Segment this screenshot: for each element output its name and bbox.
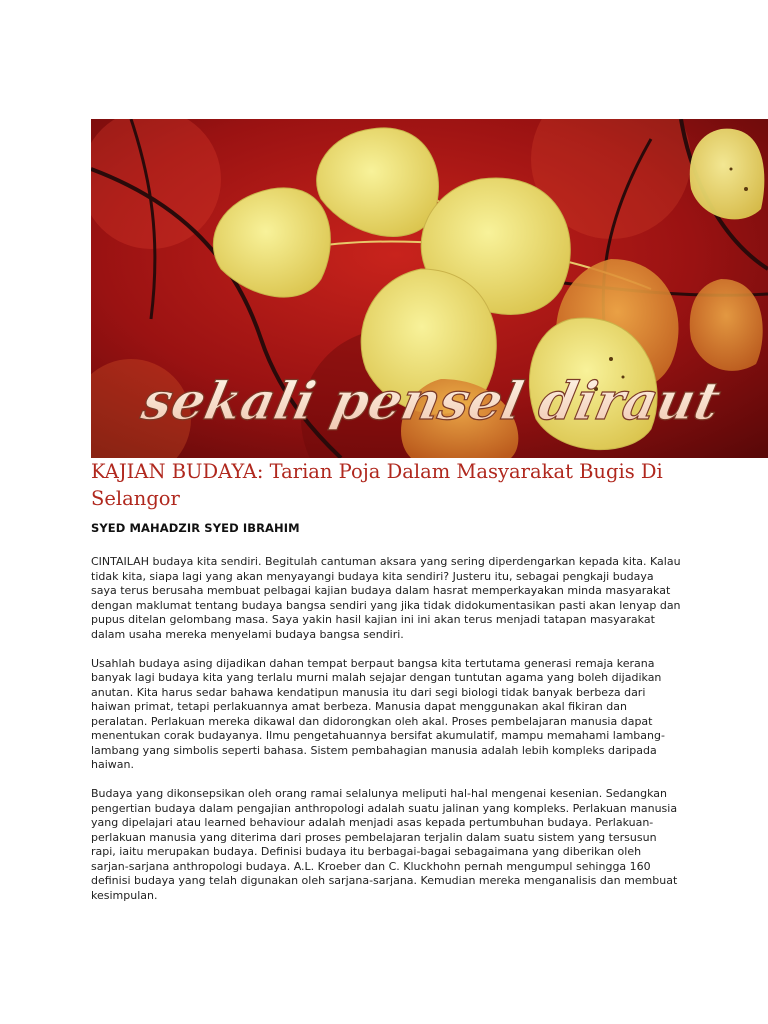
article-title: KAJIAN BUDAYA: Tarian Poja Dalam Masyarakat Bugis Di Selangor bbox=[91, 460, 663, 510]
article-body bbox=[91, 555, 681, 918]
paragraph: Budaya yang dikonsepsikan oleh orang ramai selalunya meliputi hal-hal mengenai kesenian. Sedangkan pengertian budaya dalam pengajian anthropologi adalah suatu jalinan yang kompleks. Perlakuan manusia yang dipelajari atau learned behaviour adalah menjadi asas kepada pertumbuhan budaya. Perlakuan-perlakuan manusia yang diterima dari proses pembelajaran terjalin dalam suatu sistem yang tersusun rapi, iaitu merupakan budaya. Definisi budaya itu berbagai-bagai sebagaimana yang diberikan oleh sarjan-sarjana anthropologi budaya. A.L. Kroeber dan C. Kluckhohn pernah mengumpul sehingga 160 definisi budaya yang telah digunakan oleh sarjana-sarjana. Kemudian mereka menganalisis dan membuat kesimpulan. bbox=[91, 787, 678, 902]
paragraph: Usahlah budaya asing dijadikan dahan tempat berpaut bangsa kita tertutama generasi remaja kerana banyak lagi budaya kita yang terlalu murni malah sejajar dengan tuntutan agama yang boleh dijadikan anutan. Kita harus sedar bahawa kendatipun manusia itu dari segi biologi tidak banyak berbeza dari haiwan primat, tetapi perlakuannya amat berbeza. Manusia dapat menggunakan akal fikiran dan peralatan. Perlakuan mereka dikawal dan didorongkan oleh akal. Proses pembelajaran manusia dapat menentukan corak budayanya. Ilmu pengetahuannya bersifat akumulatif, mampu memahami lambang-lambang yang simbolis seperti bahasa. Sistem pembahagian manusia adalah lebih kompleks daripada haiwan. bbox=[91, 656, 665, 771]
header-banner-image bbox=[91, 119, 768, 458]
banner-script-text: sekali pensel diraut bbox=[136, 371, 726, 432]
article-author: SYED MAHADZIR SYED IBRAHIM bbox=[91, 521, 300, 535]
paragraph: CINTAILAH budaya kita sendiri. Begitulah cantuman aksara yang sering diperdengarkan kepada kita. Kalau tidak kita, siapa lagi yang akan menyayangi budaya kita sendiri? Justeru itu, sebagai pengkaji budaya saya terus berusaha membuat pelbagai kajian budaya dalam hasrat memperkayakan minda masyarakat dengan maklumat tentang budaya bangsa sendiri yang jika tidak didokumentasikan pasti akan lenyap dan pupus ditelan gelombang masa. Saya yakin hasil kajian ini ini akan terus menjadi tatapan masyarakat dalam usaha mereka menyelami budaya bangsa sendiri. bbox=[91, 555, 681, 641]
